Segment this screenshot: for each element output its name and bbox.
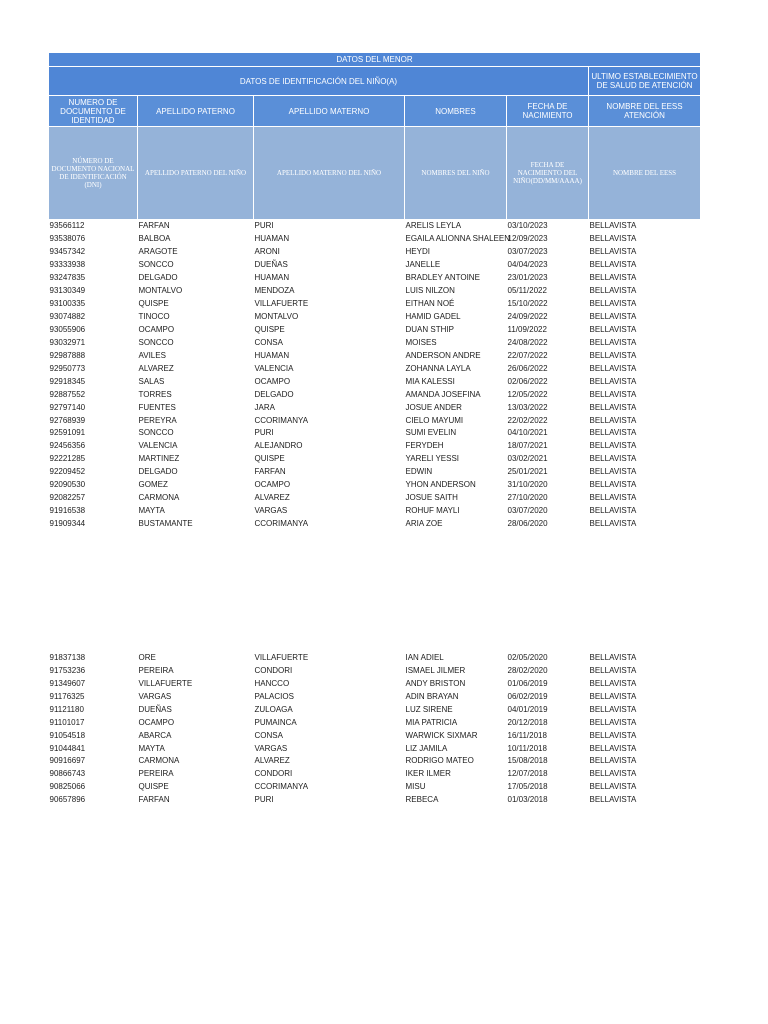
column-header-fecha-nacimiento: FECHA DE NACIMIENTO [507,96,589,127]
apellido-materno-cell: OCAMPO [254,480,291,490]
dni-cell: 91054518 [49,730,86,740]
eess-cell: BELLAVISTA [589,441,637,451]
blank-rows [49,531,701,652]
dni-cell: 91176325 [49,691,85,701]
fecha-nacimiento-cell: 03/07/2020 [507,506,548,516]
apellido-paterno-cell: VARGAS [138,691,172,701]
eess-cell: BELLAVISTA [589,337,637,347]
table-row [49,427,701,440]
apellido-materno-cell: QUISPE [254,324,285,334]
apellido-paterno-cell: VILLAFUERTE [138,678,193,688]
eess-cell: BELLAVISTA [589,519,637,529]
nombres-cell: ANDY BRISTON [405,678,466,688]
column-descriptions [49,127,701,220]
apellido-materno-cell: HANCCO [254,678,290,688]
apellido-materno-cell: CONDORI [254,665,293,675]
nombres-cell: DUAN STHIP [405,324,454,334]
dni-cell: 91753236 [49,665,86,675]
table-row [49,755,701,768]
column-header-dni: NUMERO DE DOCUMENTO DE IDENTIDAD [49,96,138,127]
fecha-nacimiento-cell: 15/10/2022 [507,299,548,309]
apellido-paterno-cell: MAYTA [138,506,165,516]
table-row [49,388,701,401]
apellido-materno-cell: QUISPE [254,454,285,464]
fecha-nacimiento-cell: 15/08/2018 [507,756,548,766]
fecha-nacimiento-cell: 18/07/2021 [507,441,548,451]
nombres-cell: HAMID GADEL [405,312,461,322]
apellido-materno-cell: MENDOZA [254,286,295,296]
eess-cell: BELLAVISTA [589,782,637,792]
fecha-nacimiento-cell: 12/07/2018 [507,769,548,779]
table-row [49,652,701,665]
apellido-materno-cell: ALVAREZ [254,493,290,503]
table-row [49,375,701,388]
nombres-cell: ANDERSON ANDRE [405,350,481,360]
apellido-materno-cell: PURI [254,221,274,231]
apellido-paterno-cell: SONCCO [138,260,174,270]
fecha-nacimiento-cell: 26/06/2022 [507,363,548,373]
apellido-materno-cell: FARFAN [254,467,286,477]
table-row [49,259,701,272]
apellido-materno-cell: CCORIMANYA [254,519,309,529]
apellido-paterno-cell: GOMEZ [138,480,168,490]
data-table [48,52,701,807]
apellido-paterno-cell: FUENTES [138,402,176,412]
column-desc-eess: NOMBRE DEL EESS [589,127,701,220]
column-header-apellido-paterno: APELLIDO PATERNO [138,96,254,127]
spreadsheet [48,52,700,807]
dni-cell: 93074882 [49,312,86,322]
nombres-cell: REBECA [405,795,439,805]
fecha-nacimiento-cell: 02/06/2022 [507,376,548,386]
apellido-materno-cell: ALVAREZ [254,756,290,766]
apellido-materno-cell: VARGAS [254,743,288,753]
fecha-nacimiento-cell: 04/10/2021 [507,428,548,438]
table-row [49,298,701,311]
fecha-nacimiento-cell: 28/06/2020 [507,519,548,529]
nombres-cell: LUIS NILZON [405,286,455,296]
dni-cell: 92797140 [49,402,86,412]
eess-cell: BELLAVISTA [589,286,637,296]
apellido-paterno-cell: DELGADO [138,273,178,283]
fecha-nacimiento-cell: 22/07/2022 [507,350,548,360]
section-title: DATOS DEL MENOR [49,53,701,67]
eess-cell: BELLAVISTA [589,691,637,701]
eess-cell: BELLAVISTA [589,717,637,727]
dni-cell: 92456356 [49,441,86,451]
apellido-materno-cell: PURI [254,428,274,438]
fecha-nacimiento-cell: 12/09/2023 [507,234,548,244]
nombres-cell: MISU [405,782,426,792]
eess-cell: BELLAVISTA [589,769,637,779]
eess-cell: BELLAVISTA [589,389,637,399]
apellido-materno-cell: PUMAINCA [254,717,297,727]
dni-cell: 91837138 [49,652,86,662]
table-row [49,311,701,324]
eess-cell: BELLAVISTA [589,402,637,412]
table-row [49,349,701,362]
nombres-cell: BRADLEY ANTOINE [405,273,480,283]
nombres-cell: EGAILA ALIONNA SHALEEN [405,234,510,244]
dni-cell: 93247835 [49,273,86,283]
column-desc-apellido-materno: APELLIDO MATERNO DEL NIÑO [254,127,405,220]
fecha-nacimiento-cell: 01/06/2019 [507,678,548,688]
eess-cell: BELLAVISTA [589,221,637,231]
column-desc-nombres: NOMBRES DEL NIÑO [405,127,507,220]
nombres-cell: ADIN BRAYAN [405,691,459,701]
eess-cell: BELLAVISTA [589,363,637,373]
nombres-cell: ROHUF MAYLI [405,506,460,516]
fecha-nacimiento-cell: 24/09/2022 [507,312,548,322]
apellido-materno-cell: ALEJANDRO [254,441,303,451]
nombres-cell: YHON ANDERSON [405,480,476,490]
fecha-nacimiento-cell: 01/03/2018 [507,795,548,805]
apellido-paterno-cell: ORE [138,652,156,662]
eess-cell: BELLAVISTA [589,652,637,662]
dni-cell: 91121180 [49,704,84,714]
column-desc-apellido-paterno: APELLIDO PATERNO DEL NIÑO [138,127,254,220]
table-row [49,246,701,259]
eess-cell: BELLAVISTA [589,756,637,766]
apellido-paterno-cell: TINOCO [138,312,170,322]
nombres-cell: JOSUE SAITH [405,493,458,503]
column-desc-fecha-nacimiento: FECHA DE NACIMIENTO DEL NIÑO(DD/MM/AAAA) [507,127,589,220]
table-row [49,336,701,349]
eess-cell: BELLAVISTA [589,665,637,675]
apellido-materno-cell: CCORIMANYA [254,415,309,425]
eess-cell: BELLAVISTA [589,467,637,477]
apellido-materno-cell: VARGAS [254,506,288,516]
apellido-materno-cell: MONTALVO [254,312,299,322]
dni-cell: 92221285 [49,454,86,464]
table-row [49,716,701,729]
nombres-cell: ZOHANNA LAYLA [405,363,471,373]
fecha-nacimiento-cell: 11/09/2022 [507,324,547,334]
table-row [49,781,701,794]
table-row [49,285,701,298]
column-desc-dni: NÚMERO DE DOCUMENTO NACIONAL DE IDENTIFICACIÓN (DNI) [49,127,138,220]
nombres-cell: AMANDA JOSEFINA [405,389,481,399]
fecha-nacimiento-cell: 05/11/2022 [507,286,547,296]
apellido-paterno-cell: FARFAN [138,221,170,231]
apellido-materno-cell: PALACIOS [254,691,294,701]
fecha-nacimiento-cell: 24/08/2022 [507,337,548,347]
dni-cell: 92918345 [49,376,86,386]
dni-cell: 92209452 [49,467,86,477]
apellido-paterno-cell: DELGADO [138,467,178,477]
table-row [49,742,701,755]
table-row [49,401,701,414]
fecha-nacimiento-cell: 12/05/2022 [507,389,548,399]
table-body-top [49,220,701,531]
dni-cell: 90916697 [49,756,86,766]
dni-cell: 93457342 [49,247,86,257]
nombres-cell: JANELLE [405,260,441,270]
apellido-paterno-cell: DUEÑAS [138,704,172,714]
table-row [49,453,701,466]
dni-cell: 91044841 [49,743,86,753]
table-row [49,677,701,690]
nombres-cell: RODRIGO MATEO [405,756,474,766]
nombres-cell: SUMI EVELIN [405,428,457,438]
apellido-paterno-cell: PEREIRA [138,665,174,675]
eess-cell: BELLAVISTA [589,704,637,714]
apellido-materno-cell: JARA [254,402,275,412]
apellido-materno-cell: DUEÑAS [254,260,288,270]
eess-cell: BELLAVISTA [589,678,637,688]
apellido-paterno-cell: OCAMPO [138,717,175,727]
nombres-cell: FERYDEH [405,441,444,451]
apellido-paterno-cell: BUSTAMANTE [138,519,193,529]
dni-cell: 91916538 [49,506,86,516]
eess-cell: BELLAVISTA [589,247,637,257]
fecha-nacimiento-cell: 13/03/2022 [507,402,548,412]
dni-cell: 92768939 [49,415,86,425]
dni-cell: 93566112 [49,221,85,231]
fecha-nacimiento-cell: 02/05/2020 [507,652,548,662]
table-row [49,664,701,677]
eess-cell: BELLAVISTA [589,480,637,490]
apellido-paterno-cell: FARFAN [138,795,170,805]
table-row [49,414,701,427]
table-row [49,505,701,518]
eess-cell: BELLAVISTA [589,743,637,753]
blank-gap [49,531,701,652]
eess-cell: BELLAVISTA [589,299,637,309]
nombres-cell: EITHAN NOÉ [405,299,455,309]
eess-cell: BELLAVISTA [589,428,637,438]
last-facility-header: ULTIMO ESTABLECIMIENTO DE SALUD DE ATENCIÓN [589,67,701,96]
apellido-materno-cell: VALENCIA [254,363,294,373]
apellido-paterno-cell: SONCCO [138,428,174,438]
apellido-materno-cell: HUAMAN [254,350,290,360]
fecha-nacimiento-cell: 31/10/2020 [507,480,548,490]
table-header [49,53,701,220]
apellido-paterno-cell: ABARCA [138,730,172,740]
apellido-materno-cell: VILLAFUERTE [254,652,309,662]
nombres-cell: MIA KALESSI [405,376,455,386]
apellido-materno-cell: DELGADO [254,389,294,399]
apellido-paterno-cell: MAYTA [138,743,165,753]
nombres-cell: HEYDI [405,247,430,257]
nombres-cell: WARWICK SIXMAR [405,730,478,740]
dni-cell: 93538076 [49,234,86,244]
table-row [49,220,701,233]
eess-cell: BELLAVISTA [589,260,637,270]
apellido-materno-cell: HUAMAN [254,273,290,283]
eess-cell: BELLAVISTA [589,730,637,740]
dni-cell: 92887552 [49,389,86,399]
dni-cell: 91349607 [49,678,86,688]
nombres-cell: JOSUE ANDER [405,402,462,412]
apellido-materno-cell: OCAMPO [254,376,291,386]
dni-cell: 90657896 [49,795,86,805]
apellido-materno-cell: CCORIMANYA [254,782,309,792]
fecha-nacimiento-cell: 16/11/2018 [507,730,547,740]
apellido-paterno-cell: SALAS [138,376,165,386]
fecha-nacimiento-cell: 28/02/2020 [507,665,548,675]
table-row [49,768,701,781]
fecha-nacimiento-cell: 04/04/2023 [507,260,548,270]
table-row [49,794,701,807]
apellido-materno-cell: HUAMAN [254,234,290,244]
fecha-nacimiento-cell: 20/12/2018 [507,717,548,727]
nombres-cell: EDWIN [405,467,433,477]
apellido-materno-cell: CONDORI [254,769,293,779]
fecha-nacimiento-cell: 04/01/2019 [507,704,548,714]
dni-cell: 92950773 [49,363,86,373]
column-header-nombres: NOMBRES [405,96,507,127]
apellido-paterno-cell: MARTINEZ [138,454,180,464]
fecha-nacimiento-cell: 25/01/2021 [507,467,548,477]
fecha-nacimiento-cell: 03/10/2023 [507,221,548,231]
dni-cell: 92090530 [49,480,86,490]
table-row [49,233,701,246]
dni-cell: 92082257 [49,493,86,503]
column-header-eess: NOMBRE DEL EESS ATENCIÓN [589,96,701,127]
nombres-cell: ARIA ZOE [405,519,443,529]
eess-cell: BELLAVISTA [589,234,637,244]
dni-cell: 90866743 [49,769,86,779]
nombres-cell: CIELO MAYUMI [405,415,464,425]
table-row [49,690,701,703]
dni-cell: 93130349 [49,286,86,296]
nombres-cell: MOISES [405,337,437,347]
table-row [49,729,701,742]
column-header-apellido-materno: APELLIDO MATERNO [254,96,405,127]
apellido-paterno-cell: VALENCIA [138,441,178,451]
nombres-cell: IKER ILMER [405,769,451,779]
apellido-paterno-cell: SONCCO [138,337,174,347]
nombres-cell: ARELIS LEYLA [405,221,462,231]
nombres-cell: ISMAEL JILMER [405,665,466,675]
table-body-bottom [49,652,701,807]
fecha-nacimiento-cell: 03/07/2023 [507,247,548,257]
dni-cell: 90825066 [49,782,86,792]
apellido-paterno-cell: CARMONA [138,493,180,503]
table-row [49,703,701,716]
fecha-nacimiento-cell: 27/10/2020 [507,493,548,503]
nombres-cell: LIZ JAMILA [405,743,448,753]
dni-cell: 93100335 [49,299,86,309]
apellido-materno-cell: CONSA [254,730,283,740]
apellido-paterno-cell: PEREYRA [138,415,177,425]
nombres-cell: LUZ SIRENE [405,704,453,714]
table-row [49,440,701,453]
apellido-paterno-cell: TORRES [138,389,172,399]
column-headers [49,96,701,127]
table-row [49,518,701,531]
eess-cell: BELLAVISTA [589,376,637,386]
dni-cell: 93333938 [49,260,86,270]
apellido-paterno-cell: OCAMPO [138,324,175,334]
apellido-materno-cell: CONSA [254,337,283,347]
apellido-paterno-cell: ARAGOTE [138,247,178,257]
apellido-paterno-cell: QUISPE [138,782,169,792]
dni-cell: 91101017 [49,717,85,727]
apellido-paterno-cell: BALBOA [138,234,171,244]
table-row [49,324,701,337]
eess-cell: BELLAVISTA [589,454,637,464]
eess-cell: BELLAVISTA [589,506,637,516]
table-row [49,466,701,479]
fecha-nacimiento-cell: 17/05/2018 [507,782,548,792]
dni-cell: 93055906 [49,324,86,334]
eess-cell: BELLAVISTA [589,312,637,322]
nombres-cell: YARELI YESSI [405,454,460,464]
nombres-cell: MIA PATRICIA [405,717,458,727]
eess-cell: BELLAVISTA [589,795,637,805]
fecha-nacimiento-cell: 06/02/2019 [507,691,548,701]
eess-cell: BELLAVISTA [589,493,637,503]
apellido-paterno-cell: CARMONA [138,756,180,766]
eess-cell: BELLAVISTA [589,415,637,425]
apellido-paterno-cell: AVILES [138,350,166,360]
table-row [49,272,701,285]
eess-cell: BELLAVISTA [589,273,637,283]
nombres-cell: IAN ADIEL [405,652,444,662]
eess-cell: BELLAVISTA [589,324,637,334]
apellido-materno-cell: ZULOAGA [254,704,293,714]
eess-cell: BELLAVISTA [589,350,637,360]
apellido-paterno-cell: ALVAREZ [138,363,174,373]
apellido-materno-cell: PURI [254,795,274,805]
table-row [49,492,701,505]
apellido-paterno-cell: MONTALVO [138,286,183,296]
apellido-materno-cell: ARONI [254,247,280,257]
fecha-nacimiento-cell: 03/02/2021 [507,454,548,464]
apellido-materno-cell: VILLAFUERTE [254,299,309,309]
group-header: DATOS DE IDENTIFICACIÓN DEL NIÑO(A) [49,67,589,96]
apellido-paterno-cell: QUISPE [138,299,169,309]
dni-cell: 92987888 [49,350,86,360]
dni-cell: 91909344 [49,519,86,529]
table-row [49,479,701,492]
fecha-nacimiento-cell: 10/11/2018 [507,743,547,753]
table-row [49,362,701,375]
apellido-paterno-cell: PEREIRA [138,769,174,779]
fecha-nacimiento-cell: 23/01/2023 [507,273,548,283]
fecha-nacimiento-cell: 22/02/2022 [507,415,548,425]
dni-cell: 92591091 [49,428,86,438]
dni-cell: 93032971 [49,337,86,347]
